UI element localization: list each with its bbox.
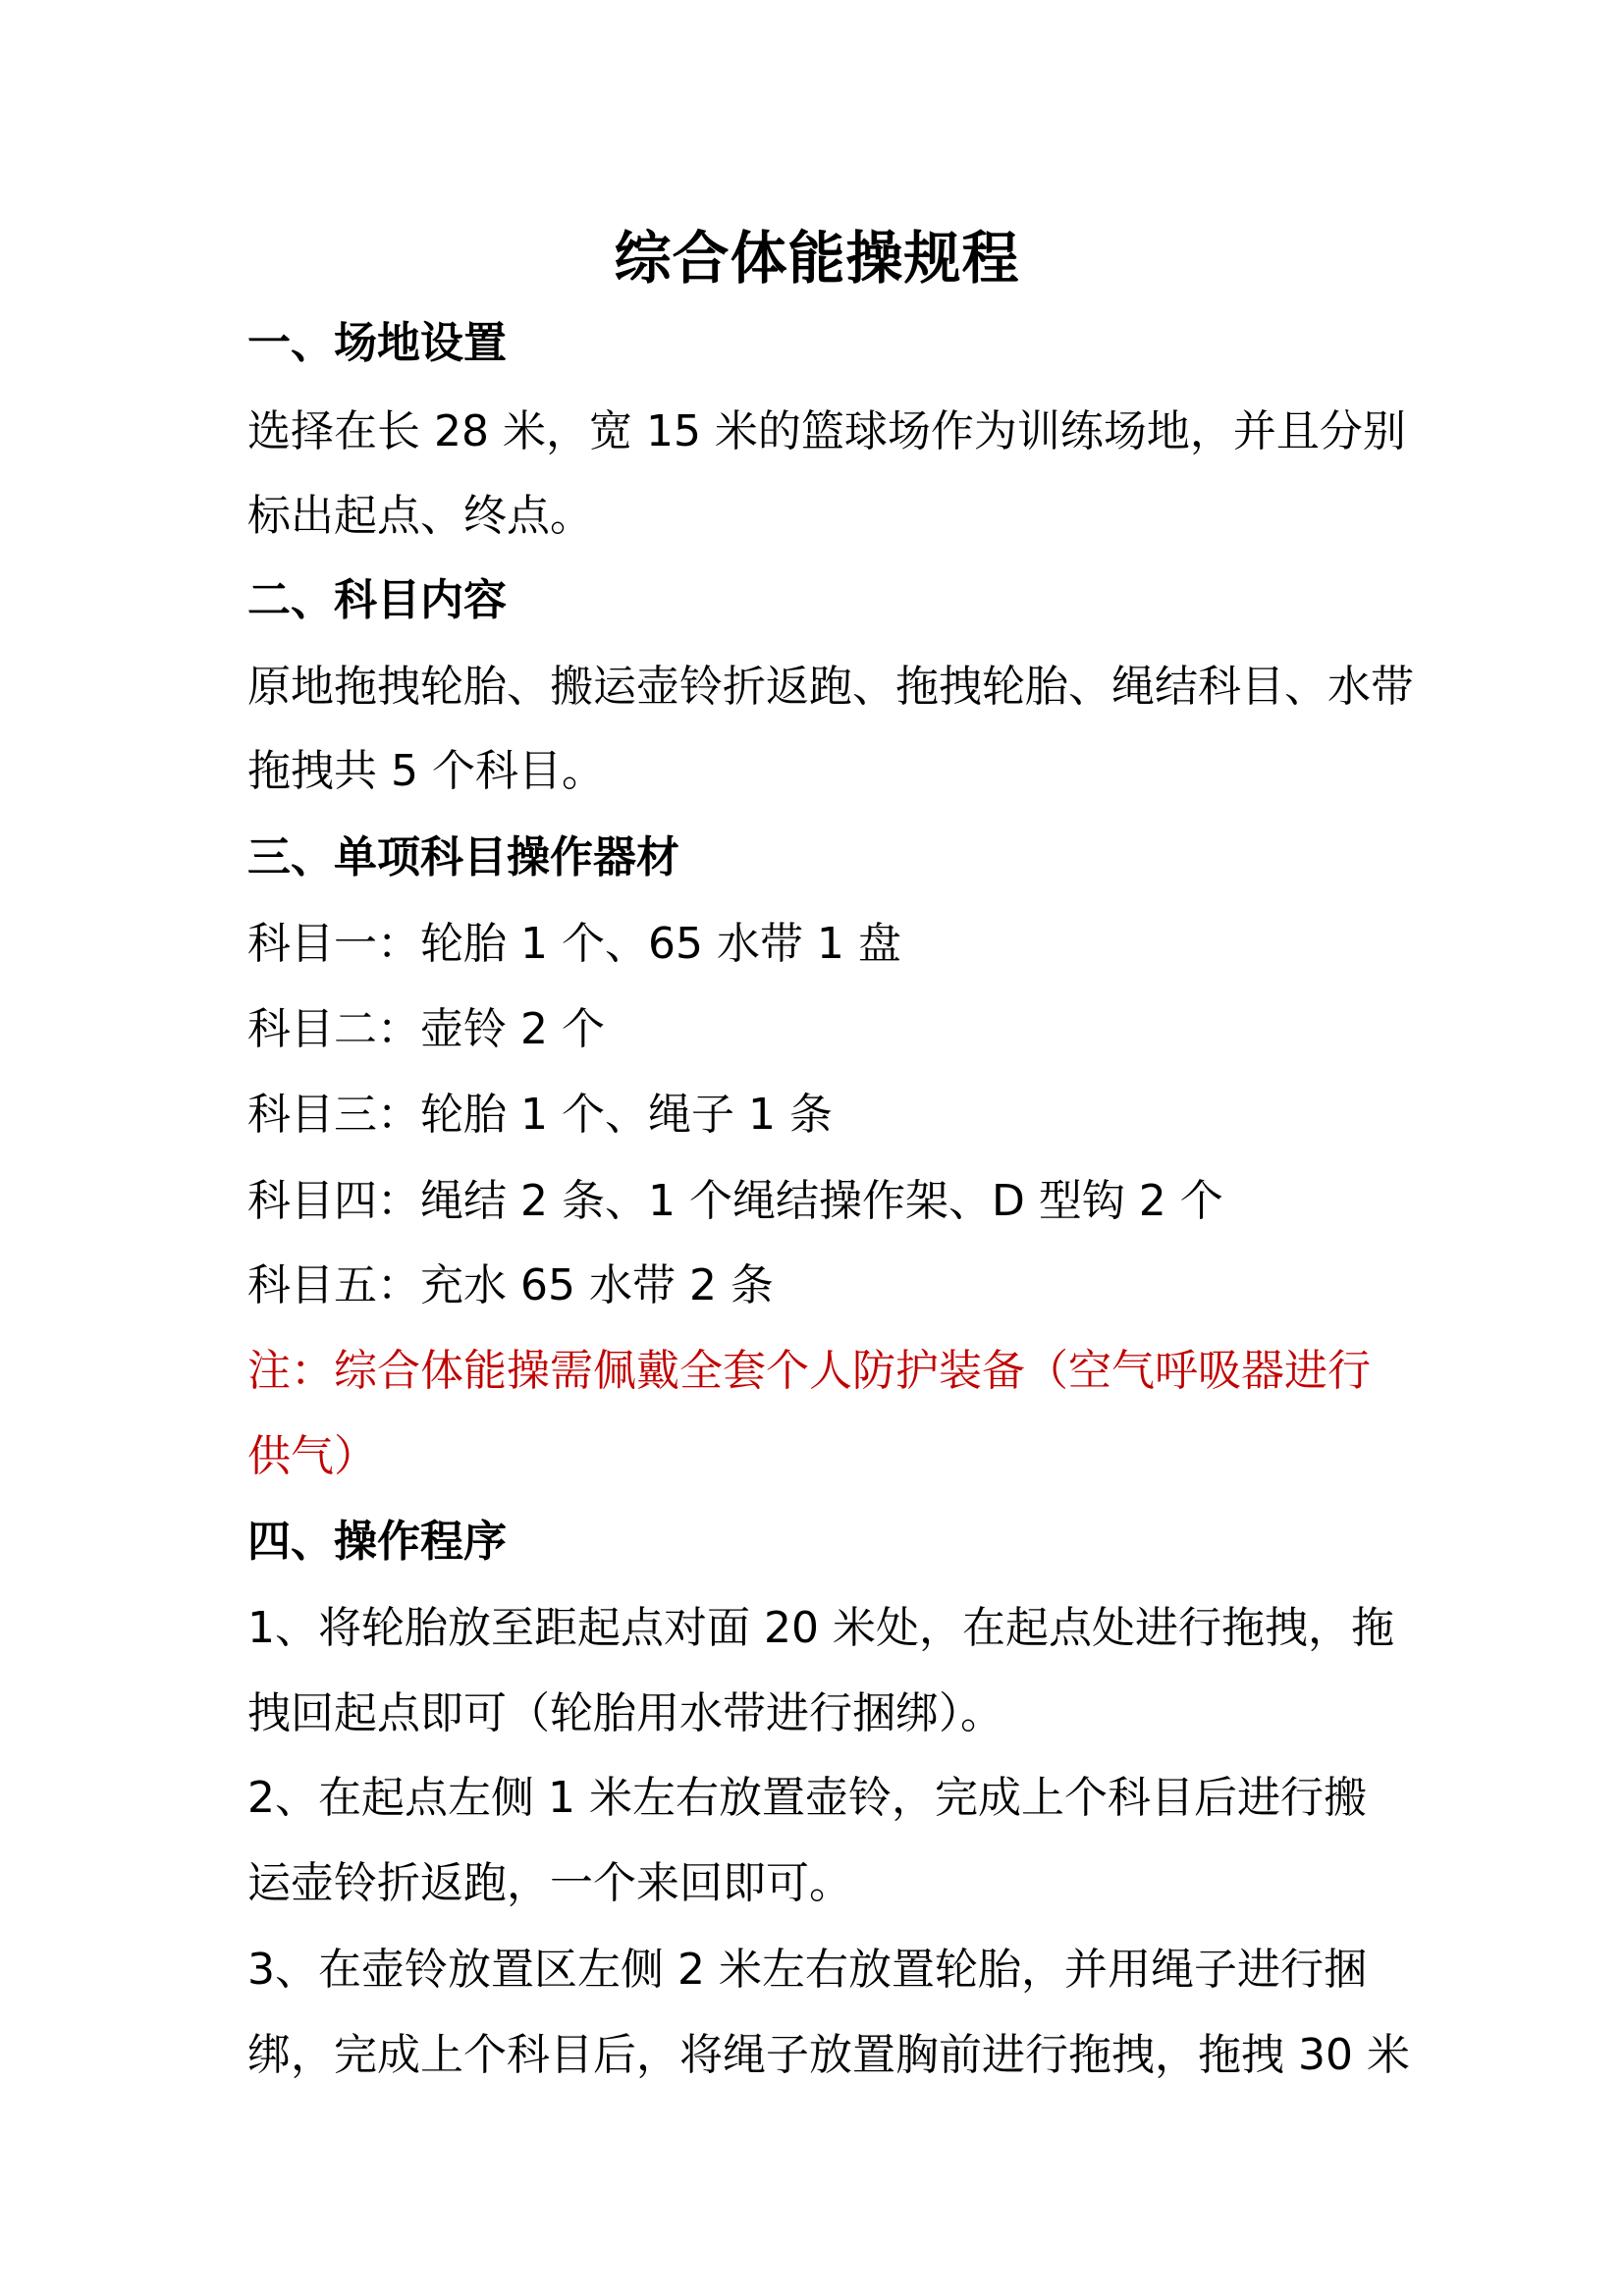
procedure-line: 2、在起点左侧 1 米左右放置壶铃，完成上个科目后进行搬 — [247, 1773, 1367, 1823]
protective-gear-note: 注：综合体能操需佩戴全套个人防护装备（空气呼吸器进行 — [247, 1346, 1371, 1396]
procedure-line: 拽回起点即可（轮胎用水带进行捆绑）。 — [247, 1688, 1003, 1738]
procedure-line: 绑，完成上个科目后，将绳子放置胸前进行拖拽，拖拽 30 米 — [247, 2030, 1410, 2080]
paragraph-line: 选择在长 28 米，宽 15 米的篮球场作为训练场地，并且分别 — [247, 406, 1406, 456]
section-heading-site-setup: 一、场地设置 — [247, 318, 507, 368]
document-title: 综合体能操规程 — [614, 225, 1020, 292]
protective-gear-note: 供气） — [247, 1431, 377, 1481]
equipment-item: 科目五：充水 65 水带 2 条 — [247, 1260, 774, 1310]
procedure-line: 运壶铃折返跑，一个来回即可。 — [247, 1858, 852, 1908]
procedure-line: 1、将轮胎放至距起点对面 20 米处，在起点处进行拖拽，拖 — [247, 1603, 1394, 1653]
paragraph-line: 拖拽共 5 个科目。 — [247, 746, 605, 796]
equipment-item: 科目四：绳结 2 条、1 个绳结操作架、D 型钩 2 个 — [247, 1176, 1223, 1226]
procedure-line: 3、在壶铃放置区左侧 2 米左右放置轮胎，并用绳子进行捆 — [247, 1945, 1367, 1995]
equipment-item: 科目二：壶铃 2 个 — [247, 1004, 605, 1054]
paragraph-line: 标出起点、终点。 — [247, 491, 593, 541]
section-heading-equipment: 三、单项科目操作器材 — [247, 832, 679, 882]
section-heading-procedure: 四、操作程序 — [247, 1517, 507, 1567]
equipment-item: 科目一：轮胎 1 个、65 水带 1 盘 — [247, 919, 901, 969]
equipment-item: 科目三：轮胎 1 个、绳子 1 条 — [247, 1090, 833, 1140]
paragraph-line: 原地拖拽轮胎、搬运壶铃折返跑、拖拽轮胎、绳结科目、水带 — [247, 662, 1414, 712]
section-heading-subjects: 二、科目内容 — [247, 575, 507, 625]
